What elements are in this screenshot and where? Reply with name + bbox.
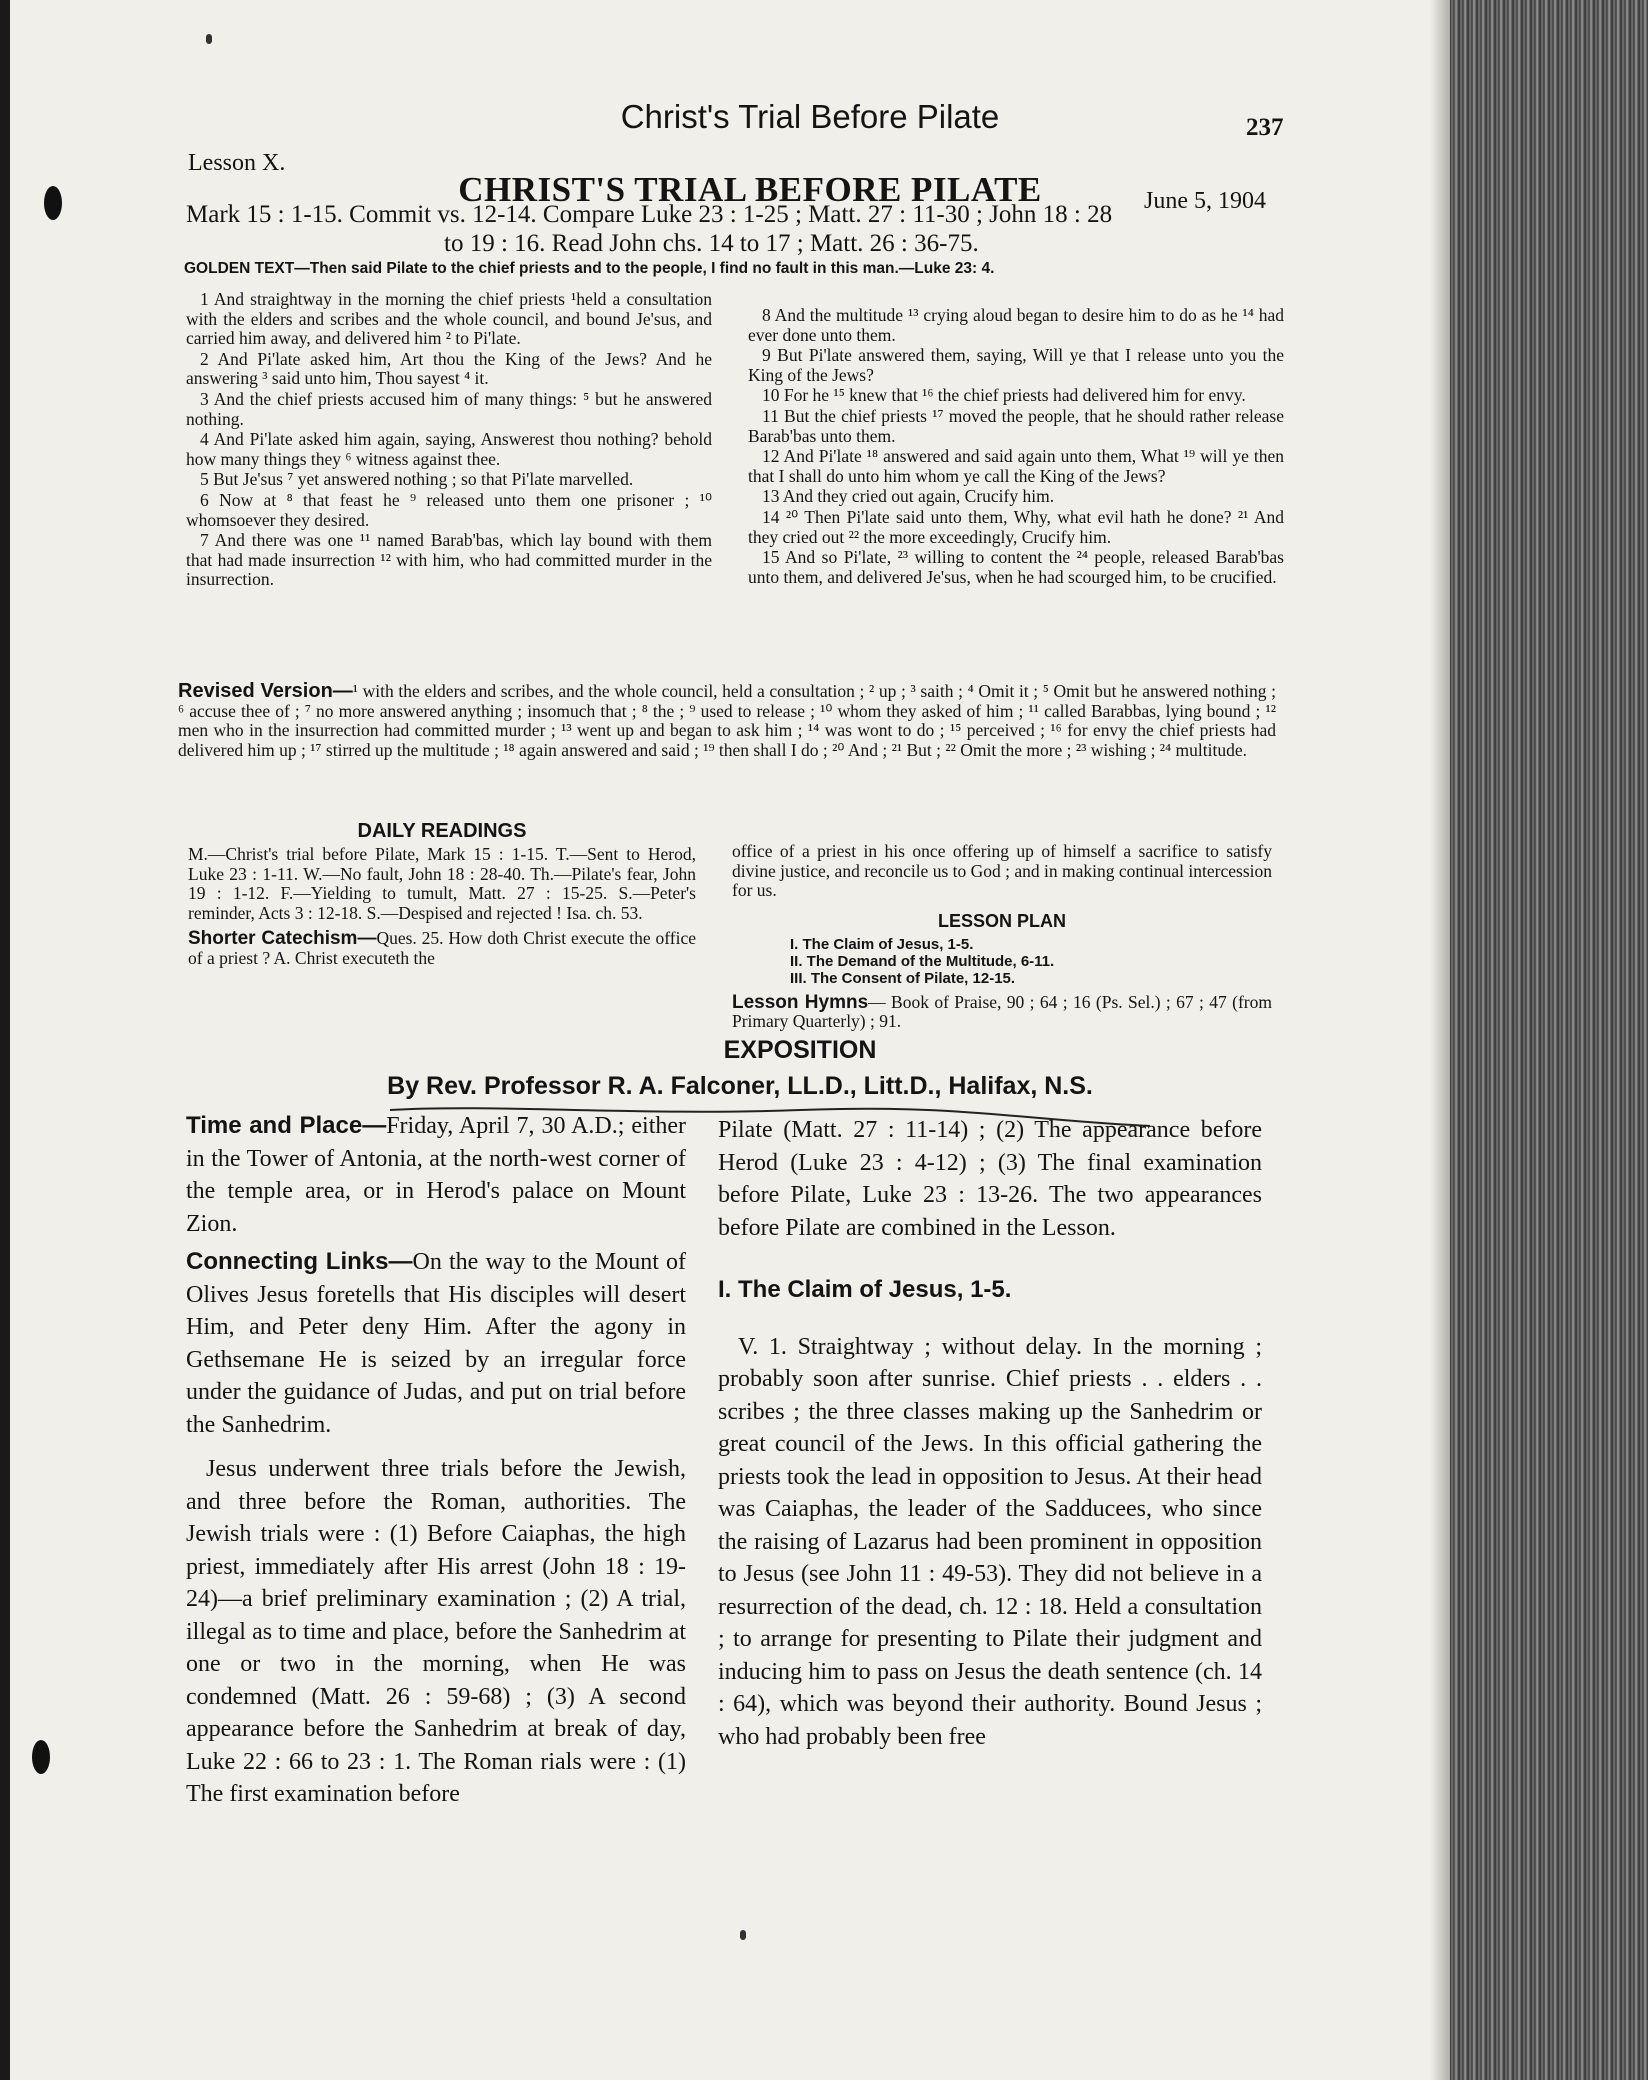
links-label: Connecting Links—: [186, 1248, 413, 1275]
verse: 3 And the chief priests accused him of many things: ⁵ but he answered nothing.: [186, 388, 712, 429]
verse: 5 But Je'sus ⁷ yet answered nothing ; so that Pi'late marvelled.: [200, 469, 634, 490]
lesson-hymns: [732, 993, 1272, 1032]
time-and-place: [186, 1110, 686, 1240]
ink-speck: [740, 1930, 746, 1940]
verse: 12 And Pi'late ¹⁸ answered and said again unto them, What ¹⁹ will ye then that I shall do unto him whom ye call the King of the Jews?: [748, 446, 1284, 486]
verse: 8 And the multitude ¹³ crying aloud began to desire him to do as he ¹⁴ had ever done unto them.: [748, 305, 1284, 345]
stacked-page-edges: [1450, 0, 1648, 2080]
daily-readings-text: M.—Christ's trial before Pilate, Mark 15 : 1-15. T.—Sent to Herod, Luke 23 : 1-11. W.—No fault, John 18 : 28-40. Th.—Pilate's fear, John 19 : 1-12. F.—Yielding to tumult, Matt. 27 : 15-25. S.—Peter's reminder, Acts 3 : 12-18. S.—Despised and rejected ! Isa. ch. 53.: [188, 844, 696, 923]
shorter-catechism: [188, 929, 696, 968]
time-text: Friday, April 7, 30 A.D.; either in the Tower of Antonia, at the north-west corner of the temple area, or in Herod's palace on Mount Zion.: [186, 1113, 687, 1237]
lesson-date: June 5, 1904: [1144, 188, 1266, 214]
lesson-plan-item: II. The Demand of the Multitude, 6-11.: [790, 952, 1055, 970]
running-head: Christ's Trial Before Pilate: [620, 98, 1000, 135]
exposition-left-column: [186, 1110, 686, 1811]
verse: 15 And so Pi'late, ²³ willing to content the ²⁴ people, released Barab'bas unto them, and delivered Je'sus, when he had scourged him, to be crucified.: [748, 547, 1284, 587]
lesson-number: Lesson X.: [188, 150, 286, 176]
author-line: By Rev. Professor R. A. Falconer, LL.D., Litt.D., Halifax, N.S.: [387, 1072, 1093, 1100]
daily-readings-block: [188, 820, 696, 969]
right-continuation: Pilate (Matt. 27 : 11-14) ; (2) The appearance before Herod (Luke 23 : 4-12) ; (3) The final examination before Pilate, Luke 23 : 13-26. The two appearances before Pilate are combined in the Lesson.: [718, 1117, 1262, 1241]
connecting-links: [186, 1246, 686, 1441]
trials-paragraph: Jesus underwent three trials before the Jewish, and three before the Roman, authorities. The Jewish trials were : (1) Before Caiaphas, the high priest, immediately after His arrest (John 18 : 19-24)—a brief preliminary examination ; (2) A trial, illegal as to time and place, before the Sanhedrim at one or two in the morning, when He was condemned (Matt. 26 : 59-68) ; (3) A second appearance before the Sanhedrim at break of day, Luke 22 : 66 to 23 : 1. The Roman rials were : (1) The first examination before: [186, 1456, 686, 1807]
revised-version-label: Revised Version—: [178, 680, 353, 702]
verse: 7 And there was one ¹¹ named Barab'bas, which lay bound with them that had made insurrection ¹² with him, who had committed murder in the insurrection.: [186, 530, 712, 590]
verse: 2 And Pi'late asked him, Art thou the King of the Jews? And he answering ³ said unto him, Thou sayest ⁴ it.: [186, 348, 712, 389]
verse: 9 But Pi'late answered them, saying, Will ye that I release unto you the King of the Jews?: [748, 345, 1284, 385]
catechism-question: Ques. 25. How doth Christ execute the office of a priest ? A. Christ executeth the: [188, 928, 696, 968]
verse: 14 ²⁰ Then Pi'late said unto them, Why, what evil hath he done? ²¹ And they cried out ²² the more exceedingly, Crucify him.: [748, 506, 1284, 547]
verse: 4 And Pi'late asked him again, saying, Answerest thou nothing? behold how many things they ⁶ witness against thee.: [186, 429, 712, 469]
hymns-label: Lesson Hymns: [732, 991, 869, 1013]
revised-version-text: ¹ with the elders and scribes, and the whole council, held a consultation ; ² up ; ³ saith ; ⁴ Omit it ; ⁵ Omit but he answered nothing ; ⁶ accuse thee of ; ⁷ no more answered anything ; insomuch that ; ⁸ the ; ⁹ used to release ; ¹⁰ whom they asked of him ; ¹¹ called Barabbas, lying bound ; ¹² men who in the insurrection had committed murder ; ¹³ went up and began to ask him ; ¹⁴ was wont to do ; ¹⁵ perceived ; ¹⁶ for envy the chief priests had delivered him up ; ¹⁷ stirred up the multitude ; ¹⁸ again answered and said ; ¹⁹ then shall I do ; ²⁰ And ; ²¹ But ; ²² Omit the more ; ²³ wishing ; ²⁴ multitude.: [178, 681, 1276, 760]
verse: 11 But the chief priests ¹⁷ moved the people, that he should rather release Barab'bas unto them.: [748, 405, 1284, 446]
catechism-label: Shorter Catechism—: [188, 928, 377, 950]
lesson-title: CHRIST'S TRIAL BEFORE PILATE: [458, 170, 1042, 209]
links-text: On the way to the Mount of Olives Jesus foretells that His disciples will desert Him, and Peter deny Him. After the agony in Gethsemane He is seized by an irregular force under the guidance of Judas, and put on trial before the Sanhedrim.: [186, 1249, 687, 1438]
hymns-text: — Book of Praise, 90 ; 64 ; 16 (Ps. Sel.) ; 67 ; 47 (from Primary Quarterly) ; 91.: [732, 991, 1272, 1032]
verse-1-commentary: V. 1. Straightway ; without delay. In the morning ; probably soon after sunrise. Chief priests . . elders . . scribes ; the three classes making up the Sanhedrim or great council of the Jews. In this official gathering the priests took the lead in opposition to Jesus. At their head was Caiaphas, the leader of the Sadducees, who since the raising of Lazarus had been prominent in opposition to Jesus (see John 11 : 49-53). They did not believe in a resurrection of the dead, ch. 12 : 18. Held a consultation ; to arrange for presenting to Pilate their judgment and inducing him to pass on Jesus the death sentence (ch. 14 : 64), which was beyond their authority. Bound Jesus ; who had probably been free: [718, 1333, 1262, 1750]
commit-line-1: Mark 15 : 1-15. Commit vs. 12-14. Compare Luke 23 : 1-25 ; Matt. 27 : 11-30 ; John 18 : 28: [186, 201, 1113, 228]
book-page: [10, 0, 1450, 2080]
exposition-heading: EXPOSITION: [723, 1036, 877, 1064]
right-info-block: [732, 842, 1272, 1032]
section-heading: I. The Claim of Jesus, 1-5.: [718, 1276, 1012, 1303]
verse: 1 And straightway in the morning the chief priests ¹held a consultation with the elders and scribes and the whole council, and bound Je'sus, and carried him away, and delivered him ² to Pi'late.: [186, 289, 712, 349]
commit-line-2: to 19 : 16. Read John chs. 14 to 17 ; Matt. 26 : 36-75.: [444, 230, 979, 257]
verses-left-column: [186, 290, 712, 591]
scripture-reference: [186, 200, 1326, 258]
ink-speck: [206, 34, 212, 44]
exposition-right-column: [718, 1114, 1262, 1753]
golden-text: GOLDEN TEXT—Then said Pilate to the chief priests and to the people, I find no fault in this man.—Luke 23: 4.: [184, 260, 995, 277]
lesson-plan-heading: LESSON PLAN: [937, 910, 1066, 931]
verse: 10 For he ¹⁵ knew that ¹⁶ the chief priests had delivered him for envy.: [762, 385, 1246, 406]
time-label: Time and Place—: [186, 1112, 387, 1139]
daily-readings-heading: DAILY READINGS: [357, 820, 527, 842]
revised-version-notes: [178, 682, 1276, 760]
lesson-plan-item: I. The Claim of Jesus, 1-5.: [790, 935, 974, 953]
binding-hole-top: [44, 186, 62, 220]
catechism-answer-continued: office of a priest in his once offering up of himself a sacrifice to satisfy divine justice, and reconcile us to God ; and in making continual intercession for us.: [732, 841, 1272, 901]
verse: 6 Now at ⁸ that feast he ⁹ released unto them one prisoner ; ¹⁰ whomsoever they desired.: [186, 489, 712, 530]
lesson-plan-item: III. The Consent of Pilate, 12-15.: [790, 969, 1016, 987]
verse: 13 And they cried out again, Crucify him.: [762, 486, 1055, 507]
binding-hole-bottom: [32, 1740, 50, 1774]
verses-right-column: [748, 306, 1284, 588]
page-number: 237: [1246, 114, 1284, 141]
